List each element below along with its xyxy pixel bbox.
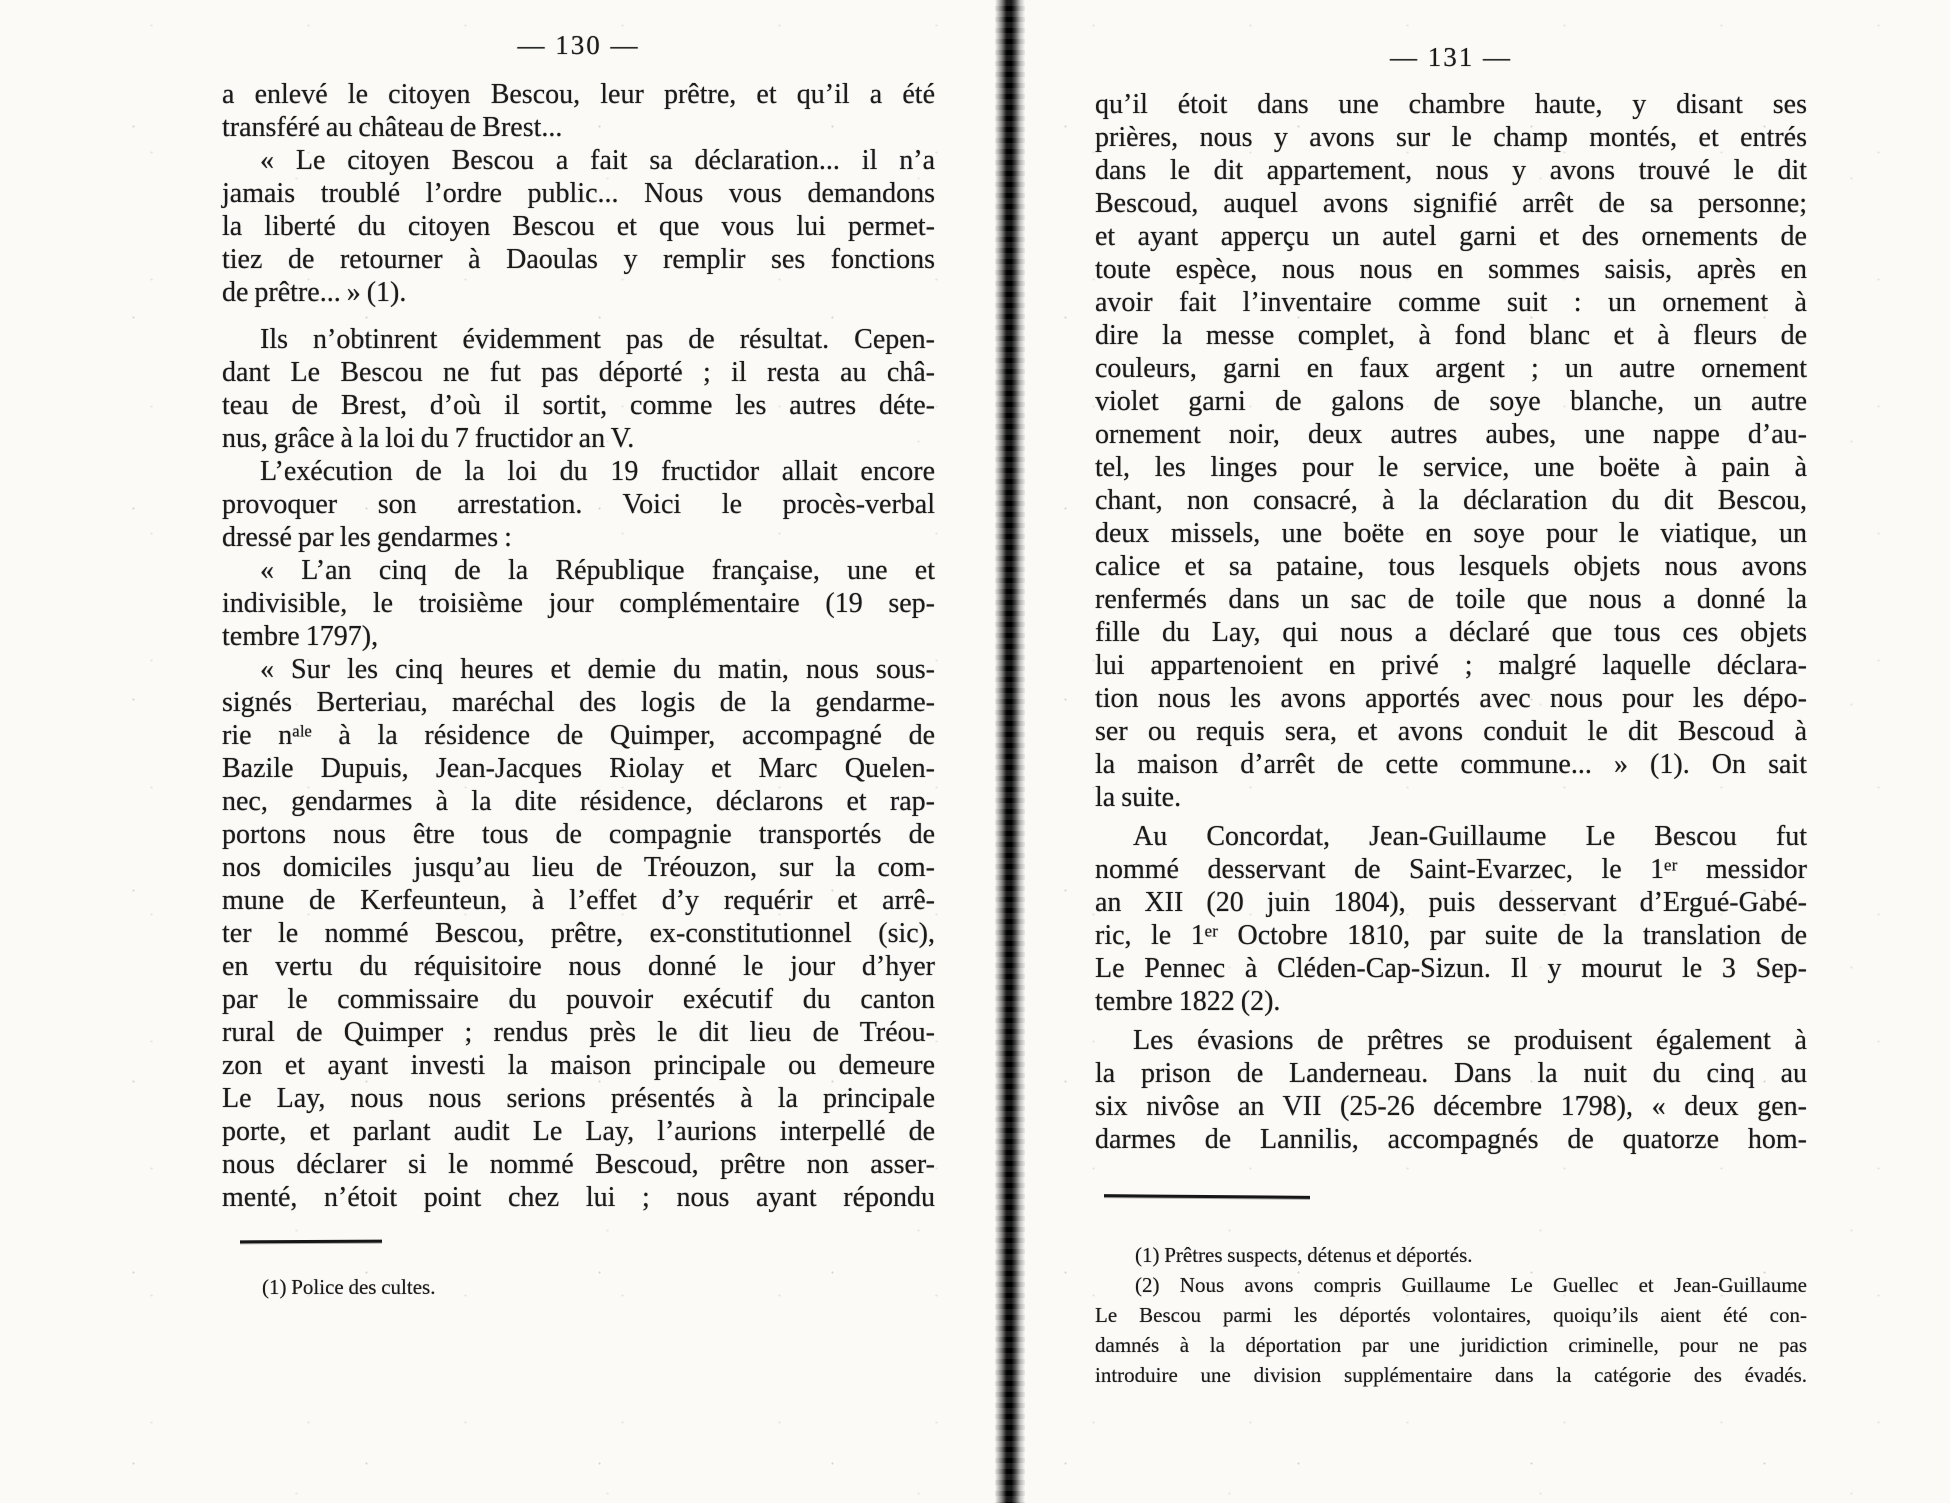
text-line: nus, grâce à la loi du 7 fructidor an V. [222, 423, 635, 454]
text-line: tion nous les avons apportés avec nous pour les dépo- [1095, 683, 1807, 714]
text-line: Ils n’obtinrent évidemment pas de résultat. Cepen- [260, 324, 935, 355]
text-line: couleurs, garni en faux argent ; un autre ornement [1095, 353, 1807, 384]
footnote-rule-right [1104, 1194, 1310, 1199]
text-line: Le Bescou parmi les déportés volontaires, quoiqu’ils aient été con- [1095, 1303, 1807, 1327]
text-line: portons nous être tous de compagnie transportés de [222, 819, 935, 850]
text-line: damnés à la déportation par une juridiction criminelle, pour ne pas [1095, 1333, 1807, 1357]
text-line: violet garni de galons de soye blanche, un autre [1095, 386, 1807, 417]
text-line: tel, les linges pour le service, une boëte à pain à [1095, 452, 1807, 483]
text-line: tembre 1797), [222, 621, 379, 652]
text-line: zon et ayant investi la maison principale ou demeure [222, 1050, 935, 1081]
text-line: dressé par les gendarmes : [222, 522, 512, 553]
text-line: dant Le Bescou ne fut pas déporté ; il resta au châ- [222, 357, 935, 388]
text-line: introduire une division supplémentaire dans la catégorie des évadés. [1095, 1363, 1807, 1387]
text-line: nommé desservant de Saint-Evarzec, le 1ᵉʳ messidor [1095, 854, 1807, 885]
text-line: rie nᵃˡᵉ à la résidence de Quimper, accompagné de [222, 720, 935, 751]
text-line: rural de Quimper ; rendus près le dit lieu de Tréou- [222, 1017, 935, 1048]
text-line: ornement noir, deux autres aubes, une nappe d’au- [1095, 419, 1807, 450]
text-line: ter le nommé Bescou, prêtre, ex-constitutionnel (sic), [222, 918, 935, 949]
text-line: nos domiciles jusqu’au lieu de Tréouzon, sur la com- [222, 852, 935, 883]
text-line: Au Concordat, Jean-Guillaume Le Bescou fut [1133, 821, 1807, 852]
text-line: signés Berteriau, maréchal des logis de la gendarme- [222, 687, 935, 718]
text-line: dire la messe complet, à fond blanc et à fleurs de [1095, 320, 1807, 351]
page-131 [1095, 0, 1807, 1503]
text-line: toute espèce, nous nous en sommes saisis, après en [1095, 254, 1807, 285]
text-line: (2) Nous avons compris Guillaume Le Guellec et Jean-Guillaume [1135, 1273, 1807, 1297]
text-line: Le Lay, nous nous serions présentés à la principale [222, 1083, 935, 1114]
text-line: fille du Lay, qui nous a déclaré que tous ces objets [1095, 617, 1807, 648]
text-line: indivisible, le troisième jour complémentaire (19 sep- [222, 588, 935, 619]
page-130-footnotes [222, 1272, 935, 1302]
page-130-body-text [222, 78, 935, 1214]
text-line: « Le citoyen Bescou a fait sa déclaration... il n’a [260, 145, 935, 176]
text-line: ric, le 1ᵉʳ Octobre 1810, par suite de la translation de [1095, 920, 1807, 951]
text-line: Les évasions de prêtres se produisent également à [1133, 1025, 1807, 1056]
text-line: tembre 1822 (2). [1095, 986, 1281, 1017]
text-line: la maison d’arrêt de cette commune... » (1). On sait [1095, 749, 1807, 780]
text-line: « L’an cinq de la République française, une et [260, 555, 935, 586]
text-line: menté, n’étoit point chez lui ; nous ayant répondu [222, 1182, 935, 1213]
text-line: transféré au château de Brest... [222, 112, 563, 143]
text-line: six nivôse an VII (25-26 décembre 1798), « deux gen- [1095, 1091, 1807, 1122]
page-131-footnotes [1095, 1240, 1807, 1390]
text-line: mune de Kerfeunteun, à l’effet d’y requérir et arrê- [222, 885, 935, 916]
text-line: dans le dit appartement, nous y avons trouvé le dit [1095, 155, 1807, 186]
text-line: porte, et parlant audit Le Lay, l’aurions interpellé de [222, 1116, 935, 1147]
text-line: lui appartenoient en privé ; malgré laquelle déclara- [1095, 650, 1807, 681]
text-line: la liberté du citoyen Bescou et que vous lui permet- [222, 211, 935, 242]
text-line: par le commissaire du pouvoir exécutif du canton [222, 984, 935, 1015]
text-line: renfermés dans un sac de toile que nous a donné la [1095, 584, 1807, 615]
text-line: teau de Brest, d’où il sortit, comme les autres déte- [222, 390, 935, 421]
text-line: nous déclarer si le nommé Bescoud, prêtre non asser- [222, 1149, 935, 1180]
text-line: tiez de retourner à Daoulas y remplir ses fonctions [222, 244, 935, 275]
text-line: prières, nous y avons sur le champ montés, et entrés [1095, 122, 1807, 153]
text-line: et ayant apperçu un autel garni et des ornements de [1095, 221, 1807, 252]
text-line: provoquer son arrestation. Voici le procès-verbal [222, 489, 935, 520]
text-line: calice et sa pataine, tous lesquels objets nous avons [1095, 551, 1807, 582]
text-line: Bescoud, auquel avons signifié arrêt de sa personne; [1095, 188, 1807, 219]
page-number-right: — 131 — [1390, 42, 1512, 72]
text-line: Le Pennec à Cléden-Cap-Sizun. Il y mourut le 3 Sep- [1095, 953, 1807, 984]
text-line: an XII (20 juin 1804), puis desservant d’Ergué-Gabé- [1095, 887, 1807, 918]
text-line: (1) Prêtres suspects, détenus et déportés. [1135, 1243, 1473, 1267]
text-line: « Sur les cinq heures et demie du matin, nous sous- [260, 654, 935, 685]
book-gutter [995, 0, 1025, 1503]
text-line: chant, non consacré, à la déclaration du dit Bescou, [1095, 485, 1807, 516]
page-131-body-text [1095, 88, 1807, 1156]
text-line: Bazile Dupuis, Jean-Jacques Riolay et Marc Quelen- [222, 753, 935, 784]
text-line: en vertu du réquisitoire nous donné le jour d’hyer [222, 951, 935, 982]
text-line: la prison de Landerneau. Dans la nuit du cinq au [1095, 1058, 1807, 1089]
text-line: ser ou requis sera, et avons conduit le dit Bescoud à [1095, 716, 1807, 747]
text-line: a enlevé le citoyen Bescou, leur prêtre, et qu’il a été [222, 79, 935, 110]
text-line: de prêtre... » (1). [222, 277, 407, 308]
text-line: darmes de Lannilis, accompagnés de quatorze hom- [1095, 1124, 1807, 1155]
text-line: (1) Police des cultes. [262, 1275, 436, 1299]
text-line: qu’il étoit dans une chambre haute, y disant ses [1095, 89, 1807, 120]
text-line: L’exécution de la loi du 19 fructidor allait encore [260, 456, 935, 487]
text-line: jamais troublé l’ordre public... Nous vous demandons [222, 178, 935, 209]
text-line: la suite. [1095, 782, 1182, 813]
text-line: nec, gendarmes à la dite résidence, déclarons et rap- [222, 786, 935, 817]
page-number-left: — 130 — [517, 30, 640, 60]
text-line: deux missels, une boëte en soye pour le viatique, un [1095, 518, 1807, 549]
footnote-rule-left [240, 1240, 382, 1244]
page-130 [222, 0, 935, 1503]
text-line: avoir fait l’inventaire comme suit : un ornement à [1095, 287, 1807, 318]
